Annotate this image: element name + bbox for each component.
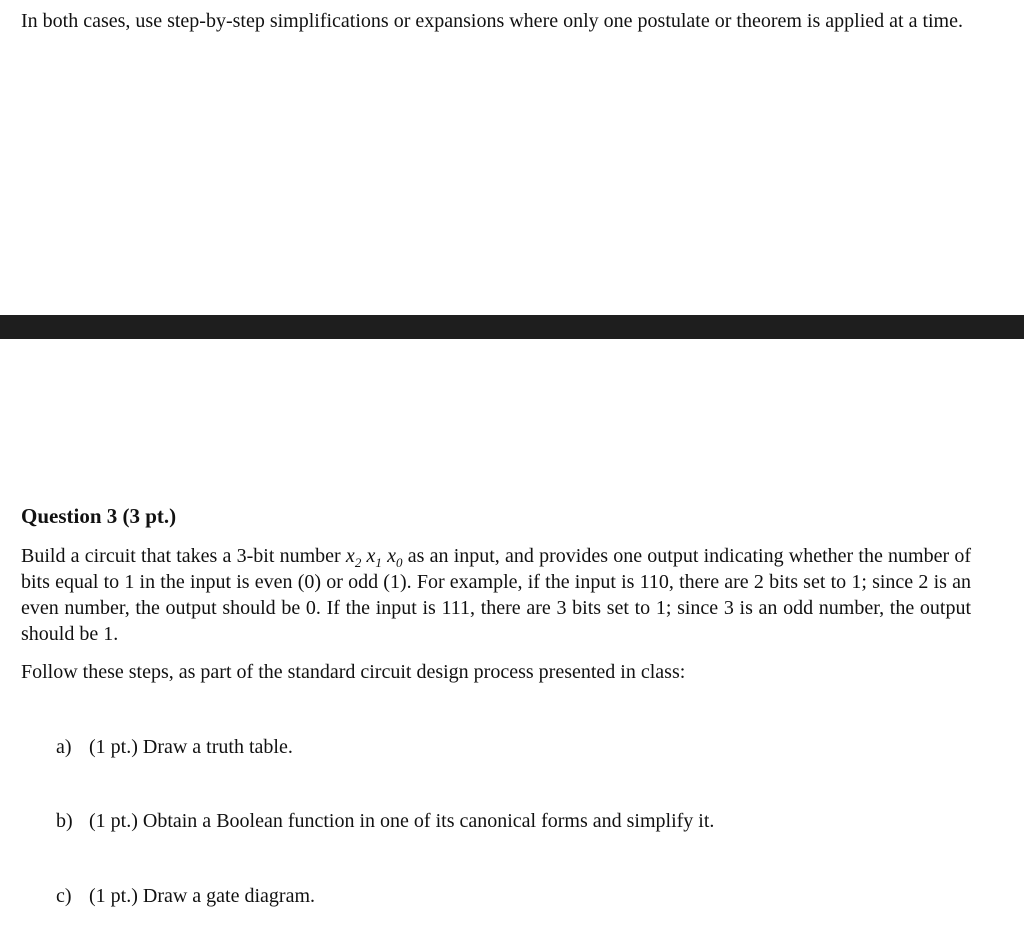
page-divider-bar — [0, 315, 1024, 339]
part-b-text: (1 pt.) Obtain a Boolean function in one of its canonical forms and simplify it. — [89, 810, 715, 832]
question-body — [21, 543, 971, 647]
part-a-letter: a) — [56, 736, 72, 758]
var-x1: $x_1$ — [366, 545, 382, 570]
part-b-letter: b) — [56, 810, 73, 832]
question-title: Question 3 (3 pt.) — [21, 504, 177, 528]
question-body-start: Build a circuit that takes a 3-bit number — [21, 545, 346, 567]
part-c-text: (1 pt.) Draw a gate diagram. — [89, 885, 316, 907]
part-a — [56, 734, 293, 760]
var-x2: $x_2$ — [345, 545, 362, 570]
steps-intro: Follow these steps, as part of the standard circuit design process presented in class: — [21, 661, 686, 683]
question-body-end: as an input, and provides one output indicating whether the number of bits equal to 1 in the input is even (0) or odd (1). For example, if the input is 110, there are 2 bits set to 1; since 2 is an even number, the output should be 0. If the input is 111, there are 3 bits set to 1; since 3 is an odd number, the output should be 1. — [21, 545, 972, 645]
part-b — [56, 808, 714, 834]
part-a-text: (1 pt.) Draw a truth table. — [89, 736, 293, 758]
intro-paragraph: In both cases, use step-by-step simplifications or expansions where only one postulate or theorem is applied at a time. — [21, 10, 963, 32]
part-c-letter: c) — [56, 885, 72, 907]
part-c — [56, 883, 315, 909]
var-x0: $x_0$ — [387, 545, 403, 570]
